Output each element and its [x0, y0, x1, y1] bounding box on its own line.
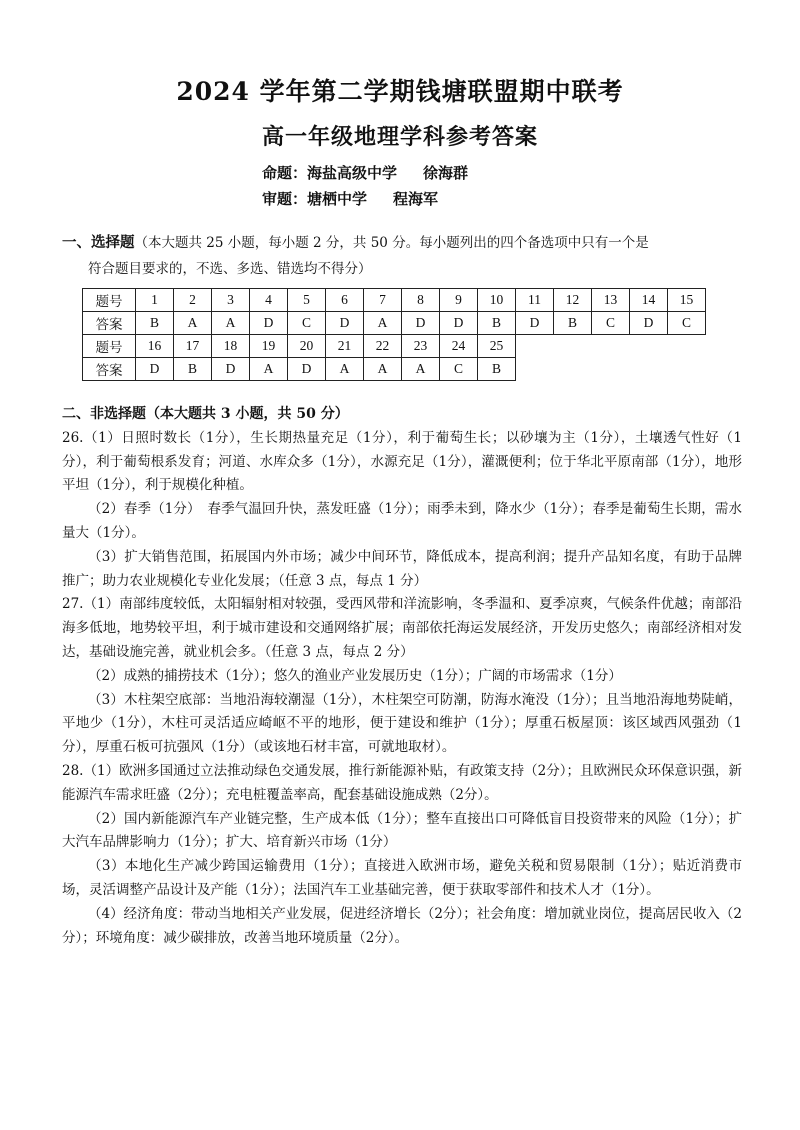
empty-cell: [630, 335, 668, 358]
answer-cell: D: [212, 358, 250, 381]
answer-cell: D: [136, 358, 174, 381]
section-1-instructions: [62, 230, 742, 282]
question-number-cell: 19: [250, 335, 288, 358]
reviewer-credit: [262, 188, 438, 209]
proposer-name: 徐海群: [423, 164, 469, 182]
question-number-cell: 13: [592, 289, 630, 312]
page-subtitle: 高一年级地理学科参考答案: [261, 124, 538, 150]
reviewer-label: 审题：塘栖中学: [262, 190, 368, 208]
section-2-heading: 二、非选择题（本大题共 3 小题，共 50 分）: [62, 406, 349, 422]
question-number-cell: 12: [554, 289, 592, 312]
answer-cell: B: [554, 312, 592, 335]
page-title: 2024 学年第二学期钱塘联盟期中联考: [176, 77, 624, 106]
answer-cell: A: [402, 358, 440, 381]
section-1-line2: 符合题目要求的，不选、多选、错选均不得分）: [88, 261, 372, 277]
question-number-cell: 24: [440, 335, 478, 358]
proposer-label: 命题：海盐高级中学: [262, 164, 398, 182]
empty-cell: [668, 335, 706, 358]
question-number-cell: 4: [250, 289, 288, 312]
question-number-cell: 11: [516, 289, 554, 312]
table-row: [83, 358, 706, 381]
answer-cell: A: [364, 358, 402, 381]
answer-paragraph: （3）本地化生产减少跨国运输费用（1分）；直接进入欧洲市场，避免关税和贸易限制（1分）；贴近消费市场，灵活调整产品设计及产能（1分）；法国汽车工业基础完善，便于获取零部件和技术人才（1分）。: [62, 858, 742, 898]
answer-paragraph: 27.（1）南部纬度较低，太阳辐射相对较强，受西风带和洋流影响，冬季温和、夏季凉爽，气候条件优越；南部沿海多低地，地势较平坦，利于城市建设和交通网络扩展；南部依托海运发展经济，开发历史悠久；南部经济相对发达，基础设施完善，就业机会多。（任意 3 点，每点 2 分）: [62, 596, 742, 660]
question-number-cell: 25: [478, 335, 516, 358]
answer-paragraph: 28.（1）欧洲多国通过立法推动绿色交通发展，推行新能源补贴，有政策支持（2分）；且欧洲民众环保意识强，新能源汽车需求旺盛（2分）；充电桩覆盖率高，配套基础设施成熟（2分）。: [62, 762, 742, 803]
answer-cell: B: [174, 358, 212, 381]
empty-cell: [516, 335, 554, 358]
question-label-cell: 题号: [83, 335, 136, 358]
question-number-cell: 6: [326, 289, 364, 312]
question-number-cell: 1: [136, 289, 174, 312]
empty-cell: [668, 358, 706, 381]
section-2: [62, 403, 742, 950]
answer-cell: C: [288, 312, 326, 335]
question-label-cell: 题号: [83, 289, 136, 312]
answer-cell: D: [402, 312, 440, 335]
answer-paragraph: （2）成熟的捕捞技术（1分）；悠久的渔业产业发展历史（1分）；广阔的市场需求（1分）: [88, 667, 622, 684]
proposer-credit: [262, 162, 468, 183]
question-number-cell: 9: [440, 289, 478, 312]
answer-cell: C: [668, 312, 706, 335]
answer-cell: B: [136, 312, 174, 335]
answer-paragraph: （2）春季（1分） 春季气温回升快，蒸发旺盛（1分）；雨季未到，降水少（1分）；春季是葡萄生长期，需水量大（1分）。: [62, 501, 742, 541]
question-number-cell: 8: [402, 289, 440, 312]
question-number-cell: 2: [174, 289, 212, 312]
empty-cell: [516, 358, 554, 381]
answer-paragraph: （4）经济角度：带动当地相关产业发展，促进经济增长（2分）；社会角度：增加就业岗位，提高居民收入（2分）；环境角度：减少碳排放，改善当地环境质量（2分）。: [62, 905, 742, 946]
empty-cell: [554, 335, 592, 358]
question-number-cell: 20: [288, 335, 326, 358]
table-row: [83, 312, 706, 335]
empty-cell: [554, 358, 592, 381]
question-number-cell: 18: [212, 335, 250, 358]
empty-cell: [592, 335, 630, 358]
section-1-line1: （本大题共 25 小题，每小题 2 分，共 50 分。每小题列出的四个备选项中只有一个是: [134, 235, 649, 251]
question-number-cell: 16: [136, 335, 174, 358]
answer-paragraph: （3）木柱架空底部：当地沿海较潮湿（1分），木柱架空可防潮，防海水淹没（1分）；且当地沿海地势陡峭，平地少（1分），木柱可灵活适应崎岖不平的地形，便于建设和维护（1分）；厚重石板屋顶：该区域西风强劲（1分），厚重石板可抗强风（1分）（或该地石材丰富，可就地取材）。: [62, 691, 742, 756]
answer-paragraph: （3）扩大销售范围，拓展国内外市场；减少中间环节，降低成本，提高利润；提升产品知名度，有助于品牌推广；助力农业规模化专业化发展；（任意 3 点，每点 1 分）: [62, 548, 742, 589]
answer-cell: C: [440, 358, 478, 381]
empty-cell: [630, 358, 668, 381]
answer-cell: D: [440, 312, 478, 335]
question-number-cell: 10: [478, 289, 516, 312]
question-number-cell: 15: [668, 289, 706, 312]
answer-paragraph: （2）国内新能源汽车产业链完整，生产成本低（1分）；整车直接出口可降低盲目投资带来的风险（1分）；扩大汽车品牌影响力（1分）；扩大、培育新兴市场（1分）: [62, 810, 742, 851]
question-number-cell: 17: [174, 335, 212, 358]
answer-label-cell: 答案: [83, 312, 136, 335]
answer-label-cell: 答案: [83, 358, 136, 381]
section-1-heading: 一、选择题: [62, 234, 135, 251]
answer-cell: A: [250, 358, 288, 381]
table-row: [83, 289, 706, 312]
empty-cell: [592, 358, 630, 381]
question-number-cell: 3: [212, 289, 250, 312]
answer-cell: C: [592, 312, 630, 335]
answer-paragraph: 26.（1）日照时数长（1分），生长期热量充足（1分），利于葡萄生长；以砂壤为主（1分），土壤透气性好（1分），利于葡萄根系发育；河道、水库众多（1分），水源充足（1分），灌溉便利；位于华北平原南部（1分），地形平坦（1分），利于规模化种植。: [62, 429, 742, 494]
answer-cell: A: [364, 312, 402, 335]
question-number-cell: 23: [402, 335, 440, 358]
question-number-cell: 14: [630, 289, 668, 312]
answer-cell: D: [630, 312, 668, 335]
answer-cell: D: [516, 312, 554, 335]
reviewer-name: 程海军: [393, 190, 439, 208]
table-row: [83, 335, 706, 358]
question-number-cell: 7: [364, 289, 402, 312]
answer-cell: D: [326, 312, 364, 335]
answer-table: [82, 288, 706, 381]
answer-cell: B: [478, 312, 516, 335]
question-number-cell: 5: [288, 289, 326, 312]
answer-cell: A: [326, 358, 364, 381]
question-number-cell: 21: [326, 335, 364, 358]
answer-cell: B: [478, 358, 516, 381]
answer-cell: A: [212, 312, 250, 335]
question-number-cell: 22: [364, 335, 402, 358]
answer-cell: A: [174, 312, 212, 335]
answer-cell: D: [288, 358, 326, 381]
answer-cell: D: [250, 312, 288, 335]
